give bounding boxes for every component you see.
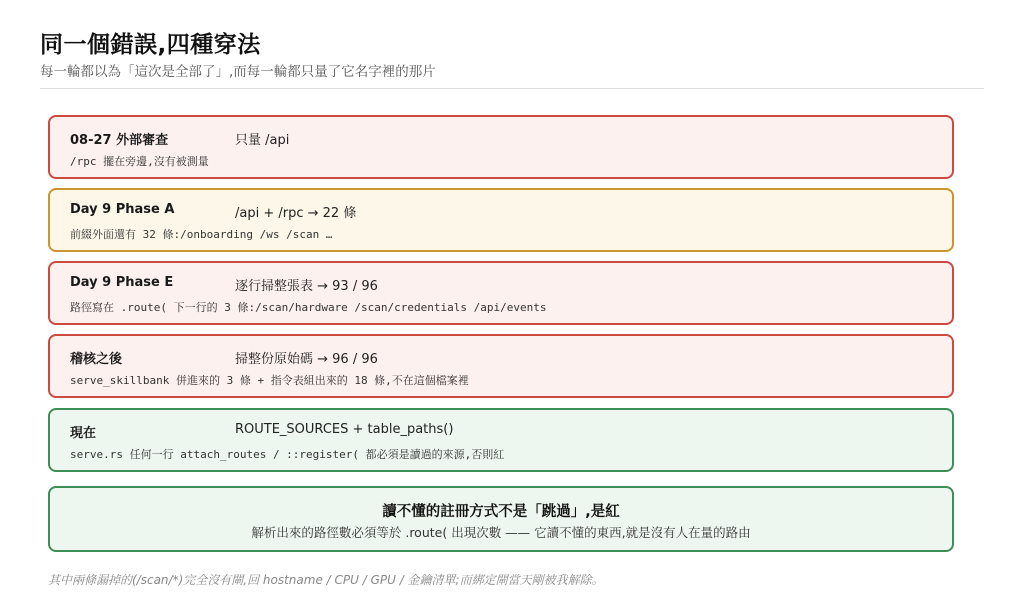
stage-label: Day 9 Phase E: [70, 275, 174, 290]
stage-detail: 路徑寫在 .route( 下一行的 3 條:/scan/hardware /scan/credentials /api/events: [70, 301, 547, 314]
stage-detail: serve_skillbank 併進來的 3 條 + 指令表組出來的 18 條,不在這個檔案裡: [70, 374, 469, 387]
stage-box-external-review: [48, 115, 954, 179]
stage-box-phase-e: [48, 261, 954, 325]
stage-label: 現在: [70, 426, 97, 441]
summary-title: 讀不懂的註冊方式不是「跳過」,是紅: [382, 504, 620, 520]
footnote: 其中兩條漏掉的(/scan/*)完全沒有閘,回 hostname / CPU / GPU / 金鑰清單;而綁定閘當天剛被我解除。: [48, 573, 604, 587]
stage-value: /api + /rpc → 22 條: [235, 206, 357, 221]
stage-box-phase-a: [48, 188, 954, 252]
header-divider: [40, 88, 984, 89]
stage-box-now: [48, 408, 954, 472]
stage-label: Day 9 Phase A: [70, 202, 175, 217]
stage-value: ROUTE_SOURCES + table_paths(): [235, 422, 454, 437]
summary-box: [48, 486, 954, 552]
stage-label: 08-27 外部審查: [70, 133, 169, 148]
page-subtitle: 每一輪都以為「這次是全部了」,而每一輪都只量了它名字裡的那片: [40, 64, 436, 80]
stage-value: 掃整份原始碼 → 96 / 96: [235, 352, 378, 367]
stage-value: 只量 /api: [235, 133, 290, 148]
stage-value: 逐行掃整張表 → 93 / 96: [235, 279, 378, 294]
stage-detail: 前綴外面還有 32 條:/onboarding /ws /scan …: [70, 228, 333, 241]
summary-text: 解析出來的路徑數必須等於 .route( 出現次數 —— 它讀不懂的東西,就是沒有人在量的路由: [251, 525, 751, 540]
stage-box-after-audit: [48, 334, 954, 398]
page-title: 同一個錯誤,四種穿法: [40, 32, 261, 58]
stage-detail: /rpc 擺在旁邊,沒有被測量: [70, 155, 209, 168]
stage-label: 稽核之後: [70, 352, 123, 367]
stage-detail: serve.rs 任何一行 attach_routes / ::register( 都必須是讀過的來源,否則紅: [70, 448, 505, 461]
